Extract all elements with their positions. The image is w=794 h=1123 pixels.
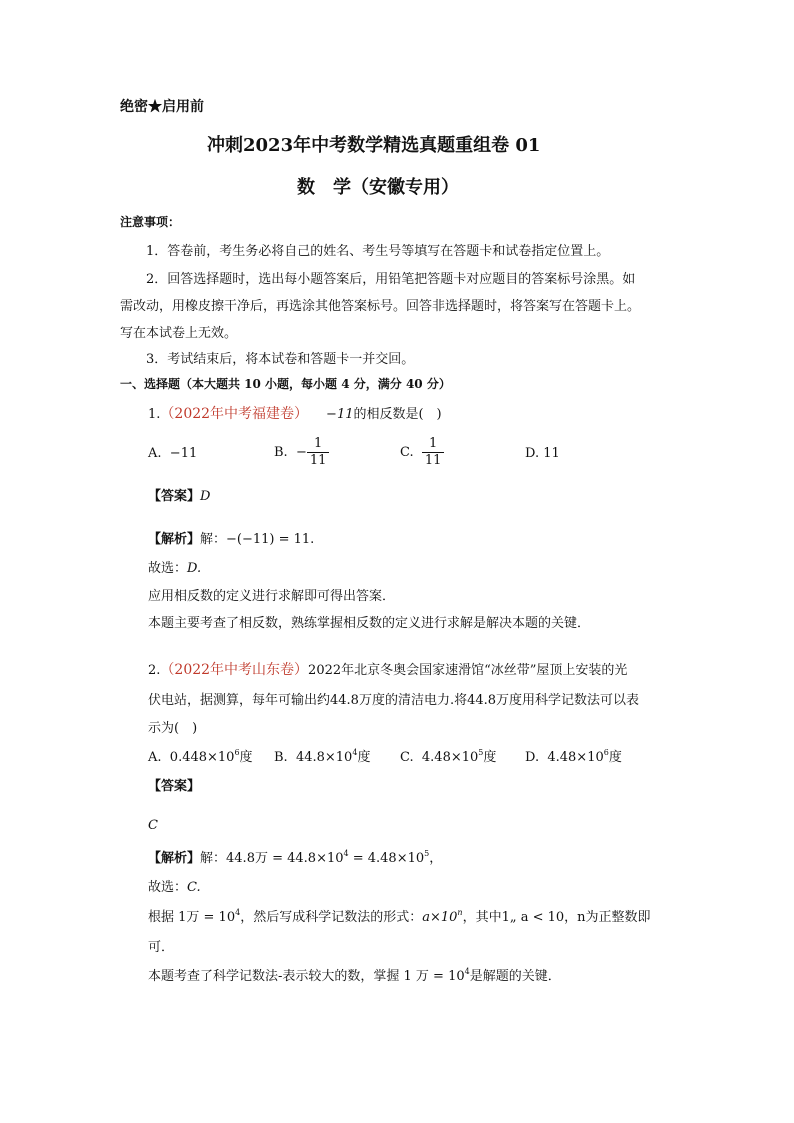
- option-value: 44.8×10: [295, 750, 353, 765]
- analysis-text: = 4.48×10: [348, 851, 425, 866]
- option-b: [274, 746, 370, 765]
- option-unit: 度: [483, 750, 497, 765]
- option-unit: 度: [357, 750, 371, 765]
- analysis-1: [148, 528, 314, 547]
- option-d: [525, 746, 622, 765]
- fraction: [307, 436, 330, 469]
- option-d: [525, 446, 560, 461]
- analysis-label: 【解析】: [148, 532, 201, 547]
- option-unit: 度: [239, 750, 253, 765]
- option-value: 11: [543, 446, 560, 461]
- option-unit: 度: [608, 750, 622, 765]
- exam-title: 冲刺2023年中考数学精选真题重组卷 01: [207, 135, 541, 156]
- choose-value: D.: [187, 561, 202, 576]
- question-stem: 的相反数是( ): [353, 407, 442, 422]
- exam-subtitle: 数 学（安徽专用）: [297, 177, 459, 198]
- rule-exponent: 4: [235, 908, 241, 917]
- notice-item-2-line-1: 2．回答选择题时，选出每小题答案后，用铅笔把答题卡对应题目的答案标号涂黑。如: [146, 272, 636, 287]
- notice-item-1: 1．答卷前，考生务必将自己的姓名、考生号等填写在答题卡和试卷指定位置上。: [146, 244, 610, 259]
- rule-line-2: 可．: [148, 940, 175, 955]
- notice-item-3: 3．考试结束后，将本试卷和答题卡一并交回。: [146, 352, 415, 367]
- section-heading: 一、选择题（本大题共 10 小题，每小题 4 分，满分 40 分）: [120, 377, 451, 391]
- option-exponent: 5: [478, 748, 484, 757]
- option-label: C.: [400, 445, 414, 460]
- question-stem-line-1: 2022年北京冬奥会国家速滑馆“冰丝带”屋顶上安装的光: [308, 663, 628, 678]
- answer-value: D: [200, 489, 211, 504]
- rule-exponent: n: [457, 908, 463, 917]
- choose-2: [148, 876, 201, 895]
- option-a: [148, 446, 197, 461]
- analysis-text: ，: [429, 851, 443, 866]
- answer-label: 【答案】: [148, 779, 201, 794]
- option-exponent: 4: [352, 748, 358, 757]
- question-2: [148, 659, 627, 679]
- option-label: D.: [525, 750, 540, 765]
- analysis-text: 解：44.8万 = 44.8×10: [200, 851, 344, 866]
- option-exponent: 6: [234, 748, 240, 757]
- choose-label: 故选：: [148, 561, 188, 576]
- analysis-exponent: 4: [343, 849, 349, 858]
- rule-text: ，然后写成科学记数法的形式：: [240, 910, 423, 925]
- key-exponent: 4: [464, 967, 470, 976]
- option-value: 0.448×10: [169, 750, 235, 765]
- rule-text: ，其中1„ a < 10，n为正整数即: [462, 910, 651, 925]
- question-source: （2022年中考福建卷）: [160, 406, 309, 422]
- option-c: [400, 746, 496, 765]
- option-exponent: 6: [603, 748, 609, 757]
- fraction-denominator: 11: [309, 453, 327, 468]
- fraction-numerator: 1: [422, 436, 445, 453]
- option-label: C.: [400, 750, 414, 765]
- answer-label: 【答案】: [148, 489, 201, 504]
- question-stem-line-3: 示为( ): [148, 721, 198, 736]
- fraction-denominator: 11: [424, 453, 442, 468]
- analysis-label: 【解析】: [148, 851, 201, 866]
- secret-label: 绝密★启用前: [120, 99, 204, 115]
- option-label: B.: [274, 750, 288, 765]
- answer-value: C: [148, 818, 158, 833]
- key-text: 本题考查了科学记数法-表示较大的数，掌握 1 万 = 10: [148, 969, 465, 984]
- analysis-exponent: 5: [424, 849, 430, 858]
- option-label: B.: [274, 445, 288, 460]
- choose-value: C.: [187, 880, 201, 895]
- question-math: −11: [326, 407, 354, 422]
- fraction: [422, 436, 445, 469]
- question-number: 1.: [148, 407, 161, 422]
- option-b: [274, 436, 329, 469]
- rule-text: 根据 1万 = 10: [148, 910, 236, 925]
- question-source: （2022年中考山东卷）: [160, 662, 309, 678]
- notice-heading: 注意事项：: [120, 215, 181, 229]
- option-c: [400, 436, 444, 469]
- option-sign: −: [295, 445, 307, 460]
- question-number: 2.: [148, 663, 161, 678]
- option-label: A.: [148, 446, 162, 461]
- option-a: [148, 746, 253, 765]
- key-text: 是解题的关键．: [469, 969, 561, 984]
- choose-1: [148, 557, 201, 576]
- key-line: [148, 965, 561, 984]
- option-value: 4.48×10: [547, 750, 604, 765]
- question-1: [148, 403, 442, 423]
- option-label: D.: [525, 446, 540, 461]
- option-label: A.: [148, 750, 162, 765]
- rule-formula: a×10: [422, 910, 458, 925]
- analysis-2: [148, 847, 442, 866]
- choose-label: 故选：: [148, 880, 188, 895]
- answer-1: [148, 485, 210, 504]
- notice-item-2-line-3: 写在本试卷上无效。: [120, 326, 238, 341]
- fraction-numerator: 1: [307, 436, 330, 453]
- analysis-text: 解：−(−11) = 11.: [200, 532, 315, 547]
- rule-line-1: [148, 906, 651, 925]
- explanation-line-1: 应用相反数的定义进行求解即可得出答案．: [148, 589, 396, 604]
- notice-item-2-line-2: 需改动，用橡皮擦干净后，再选涂其他答案标号。回答非选择题时，将答案写在答题卡上。: [120, 299, 641, 314]
- question-stem-line-2: 伏电站，据测算，每年可输出约44.8万度的清洁电力.将44.8万度用科学记数法可以表: [148, 693, 640, 708]
- option-value: −11: [169, 446, 198, 461]
- option-value: 4.48×10: [421, 750, 479, 765]
- explanation-line-2: 本题主要考查了相反数，熟练掌握相反数的定义进行求解是解决本题的关键．: [148, 616, 591, 631]
